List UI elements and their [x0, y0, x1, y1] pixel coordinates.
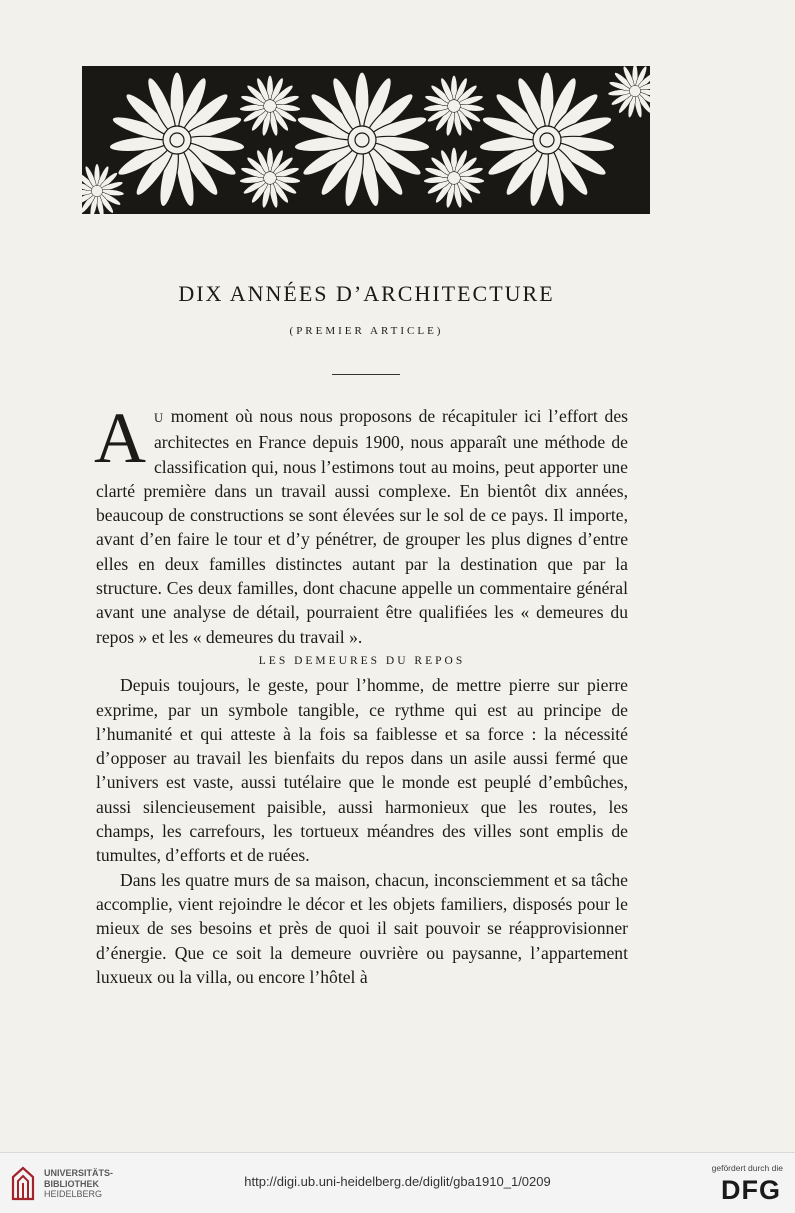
funded-by-label: gefördert durch die	[711, 1163, 783, 1173]
library-name[interactable]: UNIVERSITÄTS- BIBLIOTHEK HEIDELBERG	[44, 1168, 114, 1199]
chrysanthemum-ornament-banner	[82, 66, 650, 214]
section-heading: LES DEMEURES DU REPOS	[258, 654, 466, 667]
intro-first-word: U	[154, 411, 165, 425]
viewer-footer	[0, 1152, 795, 1213]
article-body	[94, 398, 628, 989]
title-divider	[332, 374, 400, 375]
paragraph-2: Depuis toujours, le geste, pour l’homme, de mettre pierre sur pierre exprime, par un symbole tangible, ce rythme qui est au principe de l’humanité et qui atteste à la fois sa faiblesse et sa force : la nécessité d’opposer au travail les bienfaits du repos dans un asile aussi fermé que l’univers est vaste, aussi tutélaire que le monde est peuplé d’embûches, aussi silencieusement paisible, aussi harmonieux que les routes, les champs, les carrefours, les tortueux méandres des villes sont emplis de tumultes, d’efforts et de ruées.	[96, 675, 628, 866]
drop-cap: A	[94, 398, 146, 478]
paragraph-3: Dans les quatre murs de sa maison, chacun, inconsciemment et sa tâche accomplie, vient rejoindre le décor et les objets familiers, disposés pour le mieux de ses besoins et près de quoi il sait pouvoir se réapprovisionner d’énergie. Que ce soit la demeure ouvrière ou paysanne, l’appartement luxueux ou la villa, ou encore l’hôtel à	[96, 869, 628, 987]
article-subtitle: (PREMIER ARTICLE)	[289, 325, 444, 337]
intro-paragraph	[94, 398, 628, 649]
dfg-logo[interactable]: DFG	[721, 1175, 781, 1205]
article-title: DIX ANNÉES D’ARCHITECTURE	[178, 281, 555, 306]
intro-text: moment où nous nous proposons de récapituler ici l’effort des architectes en France depuis 1900, nous apparaît une méthode de classification qui, nous l’estimons tout au moins, peut apporter une clarté première dans un travail aussi complexe. En bientôt dix années, beaucoup de constructions se sont élevées sur le sol de ce pays. Il importe, avant d’en faire le tour et d’y pénétrer, de grouper les plus dignes d’entre elles en deux familles distinctes autant par la destination que par la structure. Ces deux familles, dont chacune appelle un commentaire général avant une analyse de détail, pourraient être qualifiées les « demeures du repos » et les « demeures du travail ».	[96, 406, 628, 647]
page-url-link[interactable]: http://digi.ub.uni-heidelberg.de/diglit/gba1910_1/0209	[244, 1174, 551, 1189]
